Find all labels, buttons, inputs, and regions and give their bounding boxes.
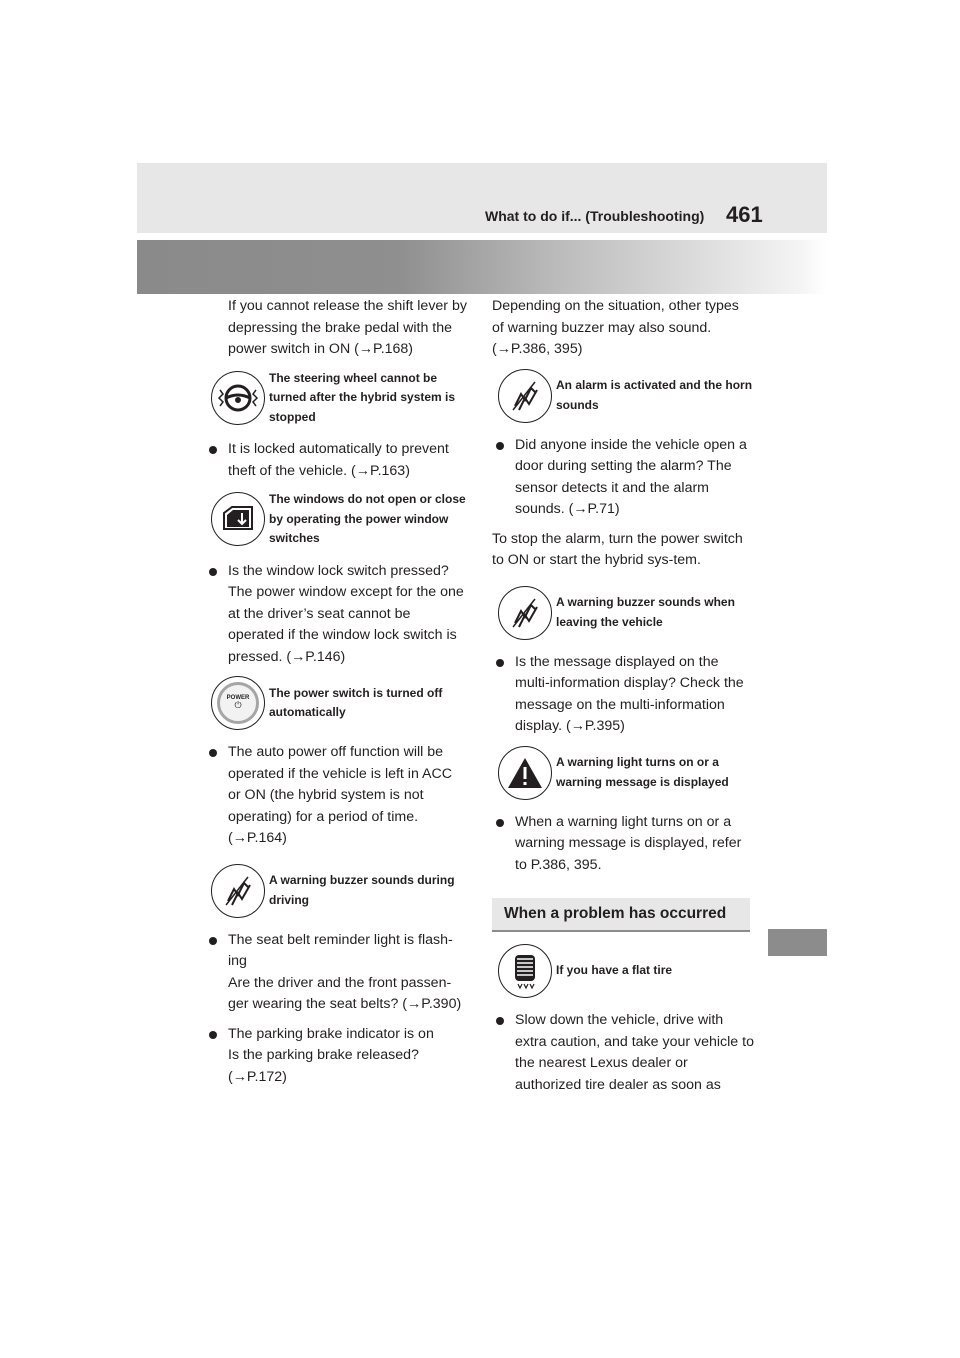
- section-gradient-bar: [137, 240, 827, 294]
- buzzer-leaving-bullet: Is the message displayed on the multi-information display? Check the message on the multi-information display. (→P.395): [515, 653, 744, 734]
- list-item: [492, 652, 754, 738]
- bullet-dot: [209, 446, 217, 454]
- list-item: [205, 439, 467, 482]
- list-item: [205, 930, 467, 1016]
- bullet-dot: [496, 659, 504, 667]
- buzzer-driving-heading: [211, 864, 467, 918]
- parking-brake-bullet-detail: Is the parking brake released? (→P.172): [228, 1047, 419, 1085]
- list-item: [492, 812, 754, 877]
- bullet-dot: [209, 1031, 217, 1039]
- bullet-dot: [496, 1017, 504, 1025]
- list-item: [205, 1024, 467, 1089]
- power-symbol-icon: ⏻: [234, 701, 242, 711]
- bullet-dot: [209, 937, 217, 945]
- seatbelt-bullet-detail: Are the driver and the front passen-ger wearing the seat belts? (→P.390): [228, 974, 462, 1012]
- page-number: 461: [726, 202, 763, 227]
- buzzer-driving-title: A warning buzzer sounds during driving: [269, 873, 455, 907]
- warning-buzzer-icon: [498, 586, 552, 640]
- list-item: [205, 742, 467, 850]
- flat-tire-bullet: Slow down the vehicle, drive with extra caution, and take your vehicle to the nearest Lexus dealer or authorized tire dealer as soon as: [515, 1012, 754, 1093]
- windows-title: The windows do not open or close by operating the power window switches: [269, 492, 466, 545]
- alarm-bullet: Did anyone inside the vehicle open a door during setting the alarm? The sensor detects it and the alarm sounds. (→P.71): [515, 436, 747, 517]
- warning-buzzer-icon: [211, 864, 265, 918]
- windows-heading: [211, 490, 467, 549]
- list-item: [492, 1010, 754, 1096]
- flat-tire-heading: [498, 944, 754, 998]
- power-off-bullet: The auto power off function will be operated if the vehicle is left in ACC or ON (the hybrid system is not operating) for a period of time. (→P.164): [228, 744, 452, 846]
- list-item: [492, 435, 754, 521]
- windows-bullet: Is the window lock switch pressed? The power window except for the one at the driver’s seat cannot be operated if the window lock switch is pressed. (→P.146): [228, 562, 464, 665]
- flat-tire-icon: [498, 944, 552, 998]
- list-item: [205, 561, 467, 669]
- flat-tire-title: If you have a flat tire: [556, 963, 673, 978]
- steering-wheel-icon: [211, 371, 265, 425]
- power-window-icon: [211, 492, 265, 546]
- header-band: [137, 163, 827, 233]
- alarm-heading: [498, 369, 754, 423]
- alarm-title: An alarm is activated and the horn sounds: [556, 378, 753, 412]
- power-off-heading: [211, 676, 467, 730]
- power-button-face: [217, 682, 259, 724]
- bullet-dot: [496, 442, 504, 450]
- power-button-label: POWER: [226, 695, 250, 701]
- power-off-title: The power switch is turned off automatically: [269, 685, 443, 719]
- warning-triangle-icon: [498, 746, 552, 800]
- alarm-buzzer-icon: [498, 369, 552, 423]
- steering-bullet: It is locked automatically to prevent theft of the vehicle. (→P.163): [228, 441, 449, 479]
- buzzer-leaving-heading: [498, 586, 754, 640]
- right-column: [492, 296, 754, 1104]
- power-button-icon: [211, 676, 265, 730]
- bullet-dot: [209, 568, 217, 576]
- other-buzzer-text: Depending on the situation, other types of warning buzzer may also sound. (→P.386, 395): [492, 298, 739, 357]
- buzzer-leaving-title: A warning buzzer sounds when leaving the vehicle: [556, 595, 735, 629]
- warning-light-title: A warning light turns on or a warning message is displayed: [556, 755, 729, 789]
- bullet-dot: [496, 819, 504, 827]
- left-column: [205, 296, 467, 1096]
- shift-lever-text: If you cannot release the shift lever by depressing the brake pedal with the power switch in ON (→P.168): [228, 298, 467, 357]
- steering-heading: [211, 369, 467, 428]
- warning-light-heading: [498, 746, 754, 800]
- seatbelt-bullet: The seat belt reminder light is flash-ing: [228, 931, 453, 969]
- warning-light-bullet: When a warning light turns on or a warning message is displayed, refer to P.386, 395.: [515, 813, 742, 873]
- steering-title: The steering wheel cannot be turned after the hybrid system is stopped: [269, 370, 456, 424]
- header-title: What to do if... (Troubleshooting): [485, 208, 705, 224]
- bullet-dot: [209, 749, 217, 757]
- stop-alarm-text: To stop the alarm, turn the power switch to ON or start the hybrid sys-tem.: [492, 530, 743, 568]
- chapter-tab: [768, 929, 827, 956]
- section-heading: When a problem has occurred: [492, 898, 750, 932]
- parking-brake-bullet: The parking brake indicator is on: [228, 1025, 434, 1042]
